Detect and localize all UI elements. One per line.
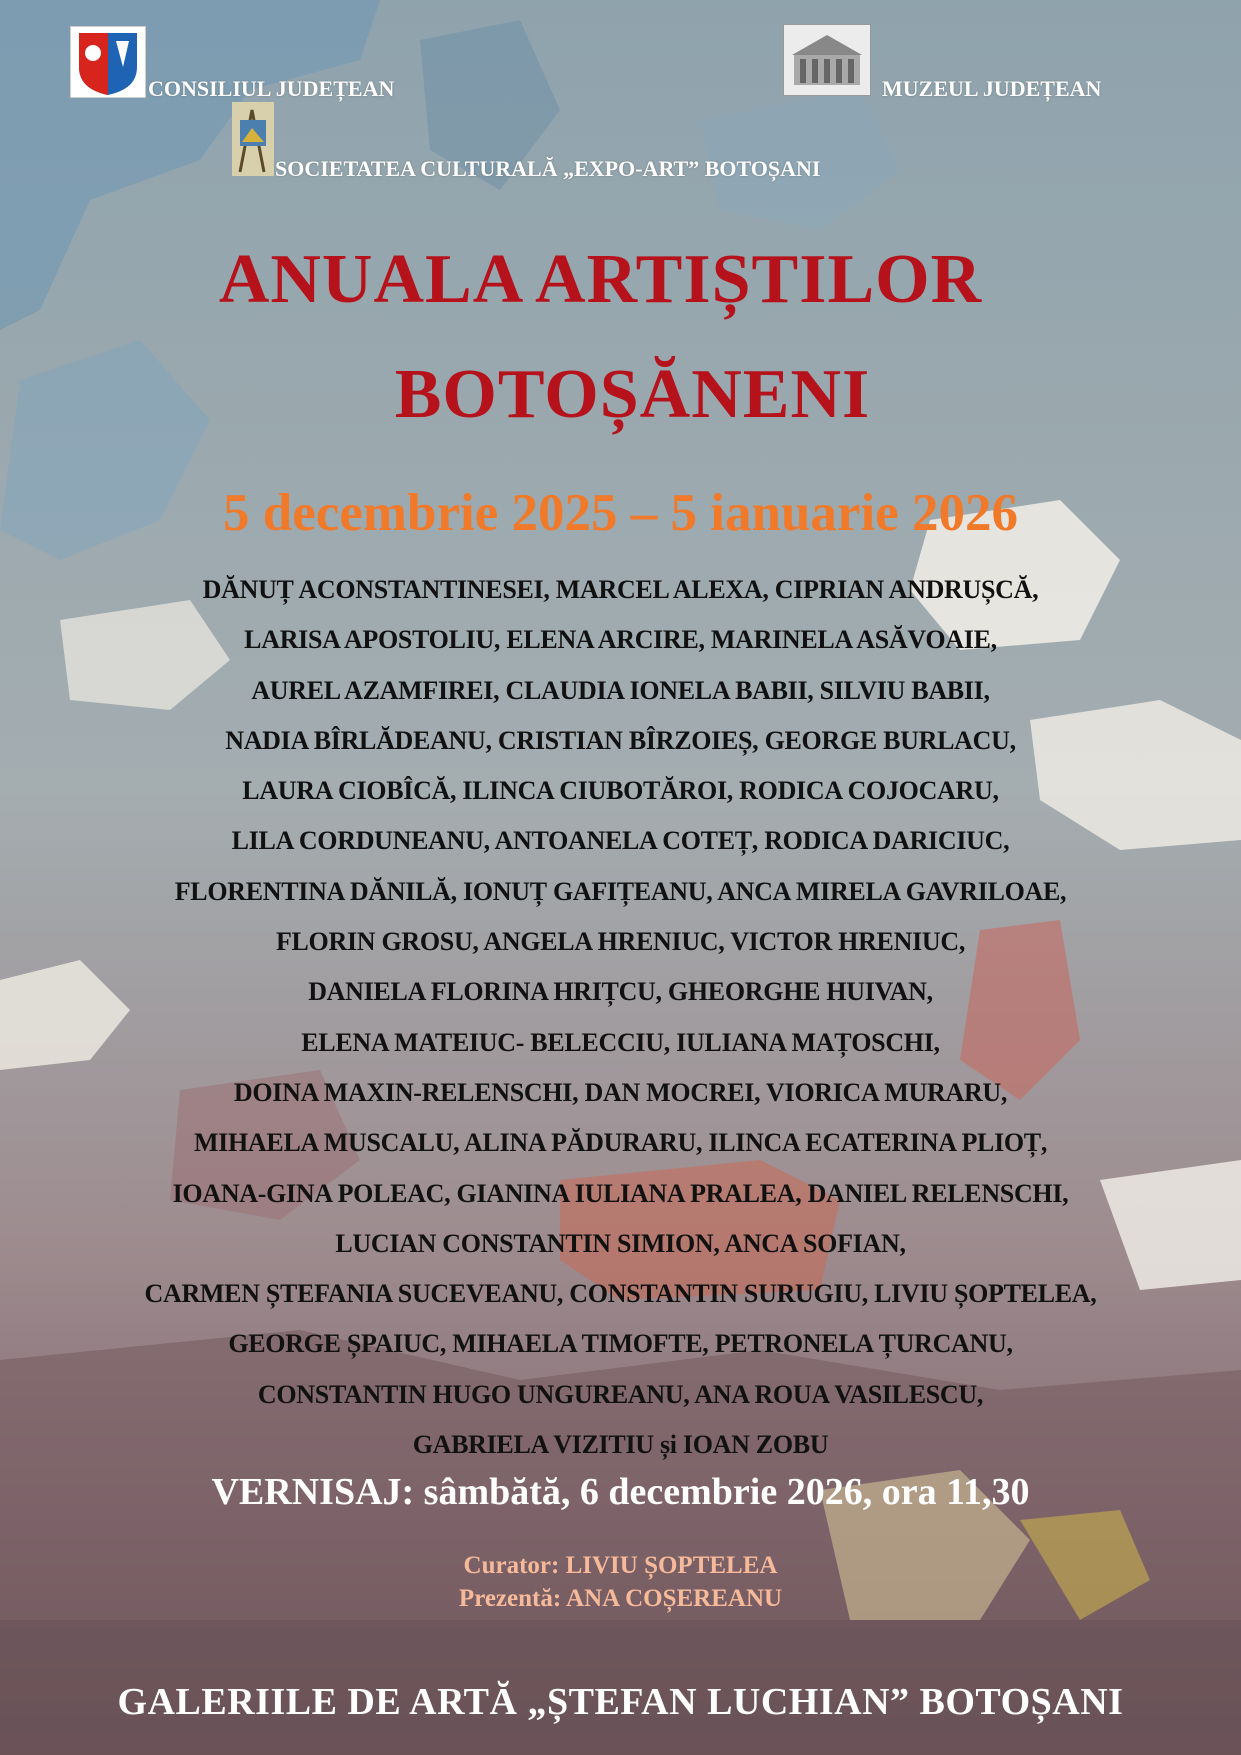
artist-line: IOANA-GINA POLEAC, GIANINA IULIANA PRALEA, DANIEL RELENSCHI, bbox=[172, 1178, 1069, 1208]
artist-line: LARISA APOSTOLIU, ELENA ARCIRE, MARINELA ASĂVOAIE, bbox=[244, 625, 997, 655]
artist-line: FLORENTINA DĂNILĂ, IONUȚ GAFIȚEANU, ANCA MIRELA GAVRILOAE, bbox=[174, 876, 1067, 906]
artist-line: LILA CORDUNEANU, ANTOANELA COTEȚ, RODICA DARICIUC, bbox=[231, 826, 1010, 856]
artist-line: GABRIELA VIZITIU și IOAN ZOBU bbox=[412, 1430, 829, 1460]
artist-line: DOINA MAXIN-RELENSCHI, DAN MOCREI, VIORICA MURARU, bbox=[233, 1077, 1008, 1107]
opening-event-info: VERNISAJ: sâmbătă, 6 decembrie 2026, ora 11,30 bbox=[211, 1471, 1030, 1513]
council-label: CONSILIUL JUDEȚEAN bbox=[148, 76, 395, 101]
artist-line: DĂNUȚ ACONSTANTINESEI, MARCEL ALEXA, CIPRIAN ANDRUȘCĂ, bbox=[202, 575, 1039, 604]
museum-building-logo bbox=[783, 24, 871, 96]
artist-line: NADIA BÎRLĂDEANU, CRISTIAN BÎRZOIEȘ, GEORGE BURLACU, bbox=[225, 725, 1016, 755]
artist-list bbox=[0, 565, 1241, 1470]
artist-line: FLORIN GROSU, ANGELA HRENIUC, VICTOR HRENIUC, bbox=[275, 927, 966, 957]
exhibition-dates: 5 decembrie 2025 – 5 ianuarie 2026 bbox=[223, 484, 1018, 542]
artist-line: CONSTANTIN HUGO UNGUREANU, ANA ROUA VASILESCU, bbox=[257, 1379, 984, 1409]
artist-line: GEORGE ȘPAIUC, MIHAELA TIMOFTE, PETRONELA ȚURCANU, bbox=[228, 1329, 1013, 1359]
artist-line: CARMEN ȘTEFANIA SUCEVEANU, CONSTANTIN SURUGIU, LIVIU ȘOPTELEA, bbox=[144, 1279, 1097, 1309]
expo-art-easel-logo bbox=[232, 102, 274, 176]
museum-label: MUZEUL JUDEȚEAN bbox=[882, 76, 1102, 101]
presenter-credit: Prezentă: ANA COȘEREANU bbox=[458, 1585, 783, 1612]
artist-line: AUREL AZAMFIREI, CLAUDIA IONELA BABII, SILVIU BABII, bbox=[251, 675, 990, 705]
artist-line: DANIELA FLORINA HRIȚCU, GHEORGHE HUIVAN, bbox=[308, 977, 933, 1007]
council-coat-of-arms-logo bbox=[70, 26, 146, 98]
poster-title-line-2: BOTOȘĂNENI bbox=[394, 356, 871, 433]
artist-line: ELENA MATEIUC- BELECCIU, IULIANA MAȚOSCHI, bbox=[301, 1027, 940, 1057]
poster-title-line-1: ANUALA ARTIȘTILOR bbox=[218, 241, 983, 318]
artist-line: MIHAELA MUSCALU, ALINA PĂDURARU, ILINCA ECATERINA PLIOȚ, bbox=[193, 1128, 1048, 1158]
artist-line: LUCIAN CONSTANTIN SIMION, ANCA SOFIAN, bbox=[335, 1228, 906, 1258]
society-label: SOCIETATEA CULTURALĂ „EXPO-ART” BOTOȘANI bbox=[275, 156, 821, 181]
curator-credit: Curator: LIVIU ȘOPTELEA bbox=[463, 1552, 778, 1579]
artist-line: LAURA CIOBÎCĂ, ILINCA CIUBOTĂROI, RODICA COJOCARU, bbox=[242, 776, 999, 806]
venue-name: GALERIILE DE ARTĂ „ȘTEFAN LUCHIAN” BOTOȘANI bbox=[117, 1681, 1124, 1723]
